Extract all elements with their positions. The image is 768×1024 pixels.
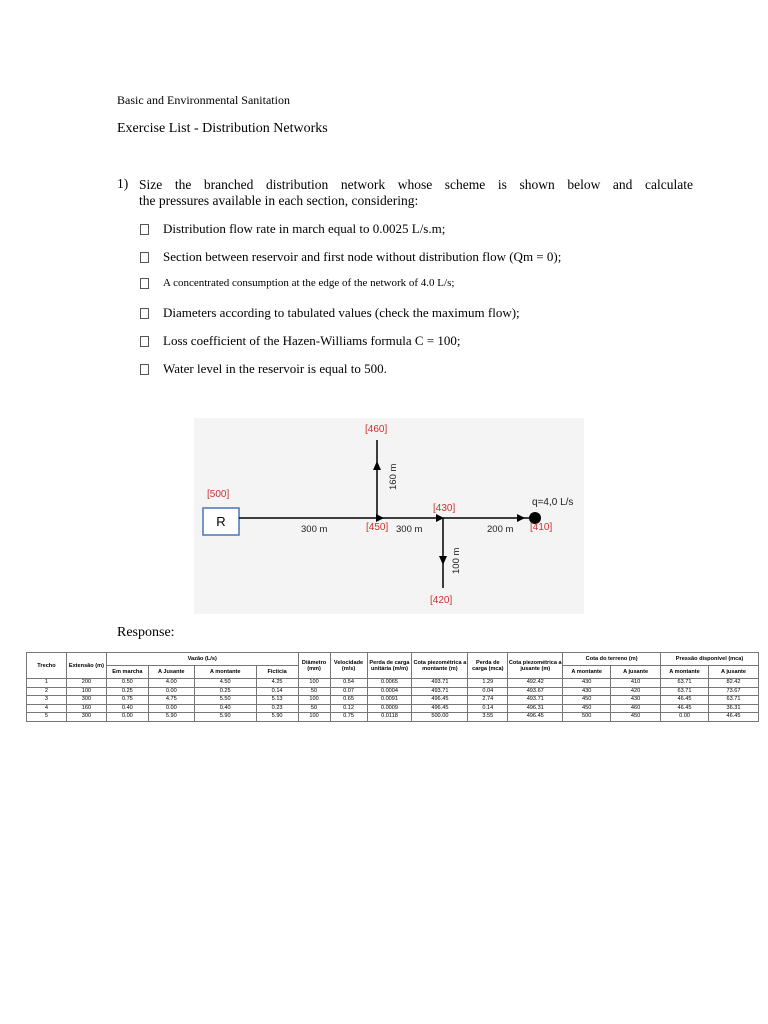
table-cell: 5 (27, 713, 67, 722)
table-cell: 0.0004 (367, 687, 412, 696)
table-cell: 496.45 (412, 696, 468, 705)
table-cell: 0.14 (468, 704, 508, 713)
bullet-item (140, 333, 461, 349)
end-level-label: [410] (530, 522, 553, 533)
table-cell: 496.31 (508, 704, 563, 713)
table-cell: 50 (298, 687, 330, 696)
table-cell: 0.75 (330, 713, 367, 722)
table-cell: 63.71 (708, 696, 758, 705)
concentrated-flow-label: q=4,0 L/s (532, 497, 574, 508)
table-row (27, 679, 759, 688)
bullet-box-icon (140, 336, 149, 347)
table-cell: 3 (27, 696, 67, 705)
table-cell: 46.45 (661, 696, 709, 705)
length-label: 300 m (301, 524, 328, 535)
bullet-box-icon (140, 224, 149, 235)
header-ficticia: Fictícia (256, 666, 298, 679)
length-label: 100 m (451, 547, 462, 574)
top-level-label: [460] (365, 424, 388, 435)
header-cota-piez-montante: Cota piezométrica a montante (m) (412, 653, 468, 679)
table-cell: 0.25 (106, 687, 148, 696)
table-cell: 0.75 (106, 696, 148, 705)
table-cell: 0.65 (330, 696, 367, 705)
bullet-item (140, 221, 445, 237)
question-text-line2: the pressures available in each section, considering: (139, 193, 419, 208)
bullet-text: Distribution flow rate in march equal to 0.0025 L/s.m; (163, 221, 446, 236)
table-row (27, 713, 759, 722)
table-cell: 5.13 (256, 696, 298, 705)
table-cell: 36.31 (708, 704, 758, 713)
table-cell: 0.0065 (367, 679, 412, 688)
question-text-line1: Size the branched distribution network whose scheme is shown below and calculate (139, 177, 693, 192)
table-cell: 73.67 (708, 687, 758, 696)
table-cell: 0.14 (256, 687, 298, 696)
table-cell: 46.45 (708, 713, 758, 722)
table-cell: 4.00 (148, 679, 194, 688)
table-cell: 0.04 (468, 687, 508, 696)
table-cell: 50 (298, 704, 330, 713)
bullet-text: Loss coefficient of the Hazen-Williams formula C = 100; (163, 333, 461, 348)
table-cell: 5.90 (194, 713, 256, 722)
bullet-box-icon (140, 252, 149, 263)
table-cell: 430 (563, 679, 611, 688)
table-cell: 493.67 (508, 687, 563, 696)
header-trecho: Trecho (27, 653, 67, 679)
length-label: 200 m (487, 524, 514, 535)
table-cell: 300 (66, 696, 106, 705)
table-cell: 0.0118 (367, 713, 412, 722)
header-em-marcha: Em marcha (106, 666, 148, 679)
table-cell: 160 (66, 704, 106, 713)
table-cell: 492.42 (508, 679, 563, 688)
table-cell: 0.00 (661, 713, 709, 722)
reservoir-label: R (216, 514, 226, 529)
reservoir-level-label: [500] (207, 489, 230, 500)
table-cell: 420 (611, 687, 661, 696)
table-cell: 500.00 (412, 713, 468, 722)
table-row (27, 696, 759, 705)
header-pressao: Pressão disponível (mca) (661, 653, 759, 666)
table-cell: 0.54 (330, 679, 367, 688)
table-cell: 450 (563, 696, 611, 705)
table-cell: 2 (27, 687, 67, 696)
table-cell: 410 (611, 679, 661, 688)
header-a-montante: A montante (194, 666, 256, 679)
table-cell: 0.00 (148, 704, 194, 713)
table-cell: 100 (298, 713, 330, 722)
table-cell: 0.12 (330, 704, 367, 713)
header-terreno-jusante: A jusante (611, 666, 661, 679)
table-cell: 430 (611, 696, 661, 705)
length-label: 160 m (388, 463, 399, 490)
table-cell: 496.45 (508, 713, 563, 722)
bullet-box-icon (140, 308, 149, 319)
bullet-text: A concentrated consumption at the edge of the network of 4.0 L/s; (163, 277, 455, 289)
bullet-item (140, 305, 520, 321)
bullet-text: Water level in the reservoir is equal to 500. (163, 361, 387, 376)
bullet-item (140, 277, 454, 289)
table-cell: 82.42 (708, 679, 758, 688)
node2-level-label: [430] (433, 503, 456, 514)
table-cell: 450 (611, 713, 661, 722)
header-a-jusante: A Jusante (148, 666, 194, 679)
header-terreno-montante: A montante (563, 666, 611, 679)
table-cell: 493.71 (412, 679, 468, 688)
table-cell: 0.40 (194, 704, 256, 713)
table-cell: 450 (563, 704, 611, 713)
table-cell: 100 (66, 687, 106, 696)
node1-level-label: [450] (366, 522, 389, 533)
table-cell: 460 (611, 704, 661, 713)
table-cell: 500 (563, 713, 611, 722)
header-diametro: Diâmetro (mm) (298, 653, 330, 679)
table-cell: 4.50 (194, 679, 256, 688)
table-cell: 1.29 (468, 679, 508, 688)
table-cell: 0.0009 (367, 704, 412, 713)
header-cota-piez-jusante: Cota piezométrica a jusante (m) (508, 653, 563, 679)
header-velocidade: Velocidade (m/s) (330, 653, 367, 679)
table-cell: 46.45 (661, 704, 709, 713)
table-cell: 496.45 (412, 704, 468, 713)
table-cell: 5.90 (256, 713, 298, 722)
table-cell: 0.40 (106, 704, 148, 713)
table-cell: 0.50 (106, 679, 148, 688)
header-pressao-montante: A montante (661, 666, 709, 679)
table-cell: 4 (27, 704, 67, 713)
table-cell: 63.71 (661, 679, 709, 688)
table-cell: 0.07 (330, 687, 367, 696)
header-vazao: Vazão (L/s) (106, 653, 298, 666)
results-table (26, 652, 759, 722)
bottom-level-label: [420] (430, 595, 453, 606)
table-cell: 1 (27, 679, 67, 688)
table-cell: 0.00 (106, 713, 148, 722)
bullet-item (140, 361, 387, 377)
table-cell: 0.25 (194, 687, 256, 696)
table-cell: 200 (66, 679, 106, 688)
table-cell: 430 (563, 687, 611, 696)
bullet-text: Section between reservoir and first node without distribution flow (Qm = 0); (163, 249, 562, 264)
question-number: 1) (117, 176, 129, 191)
course-title: Basic and Environmental Sanitation (117, 93, 290, 107)
header-pressao-jusante: A jusante (708, 666, 758, 679)
network-diagram (194, 418, 584, 614)
table-cell: 2.74 (468, 696, 508, 705)
table-cell: 5.50 (194, 696, 256, 705)
bullet-text: Diameters according to tabulated values (check the maximum flow); (163, 305, 520, 320)
table-cell: 0.23 (256, 704, 298, 713)
length-label: 300 m (396, 524, 423, 535)
table-cell: 100 (298, 679, 330, 688)
bullet-box-icon (140, 278, 149, 289)
table-cell: 0.00 (148, 687, 194, 696)
table-cell: 4.25 (256, 679, 298, 688)
header-perda-unitaria: Perda de carga unitária (m/m) (367, 653, 412, 679)
response-label: Response: (117, 625, 175, 640)
table-cell: 63.71 (661, 687, 709, 696)
table-cell: 3.55 (468, 713, 508, 722)
table-cell: 5.90 (148, 713, 194, 722)
table-cell: 4.75 (148, 696, 194, 705)
table-cell: 493.71 (412, 687, 468, 696)
table-row (27, 687, 759, 696)
bullet-box-icon (140, 364, 149, 375)
table-cell: 300 (66, 713, 106, 722)
bullet-item (140, 249, 561, 265)
header-cota-terreno: Cota do terreno (m) (563, 653, 661, 666)
table-cell: 100 (298, 696, 330, 705)
header-perda-carga: Perda de carga (mca) (468, 653, 508, 679)
table-cell: 493.71 (508, 696, 563, 705)
exercise-list-title: Exercise List - Distribution Networks (117, 121, 328, 136)
table-row (27, 704, 759, 713)
header-extensao: Extensão (m) (66, 653, 106, 679)
table-cell: 0.0091 (367, 696, 412, 705)
